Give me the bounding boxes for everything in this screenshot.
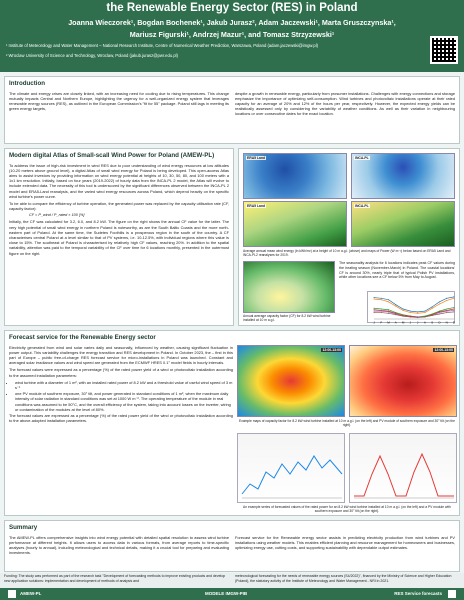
forecast-wind-series-graphic — [238, 434, 346, 504]
chart-x-tick-label: J — [409, 320, 412, 324]
chart-point — [381, 298, 382, 299]
funding-note — [0, 573, 464, 588]
forecast-bullet-wind: • wind turbine with a diameter of 1 m², with an installed rated power of 8.2 kW and a threshold value of useful wind speed of 3 m s⁻¹ — [15, 380, 233, 390]
forecast-wind-series — [237, 433, 345, 503]
chart-point — [454, 307, 455, 308]
seasonal-chart — [367, 291, 455, 323]
chart-x-tick-label: M — [387, 320, 390, 324]
chart-point — [424, 311, 425, 312]
qr-code-icon — [430, 36, 458, 64]
forecast-heading: Forecast service for the Renewable Energy sector — [9, 334, 156, 341]
summary-heading: Summary — [9, 524, 38, 531]
chart-point — [374, 309, 375, 310]
chart-point — [388, 311, 389, 312]
chart-point — [374, 308, 375, 309]
forecast-pv-series — [349, 433, 457, 503]
forecast-section — [4, 330, 460, 516]
chart-point — [439, 301, 440, 302]
poster-title: the Renewable Energy Sector (RES) in Poland — [106, 2, 358, 14]
qr-code-right-icon — [448, 590, 456, 598]
forecast-paragraph-3: The forecast values are expressed as a percentage (%) of the rated power yield of the wind or photovoltaic installation according to the above-adopted installation parameters. — [9, 412, 233, 424]
chart-x-tick-label: O — [438, 320, 441, 324]
authors-line-2: Mariusz Figurski¹, Andrzej Mazur¹, and Tomasz Strzyzewski¹ — [129, 30, 335, 39]
forecast-wind-map — [237, 345, 345, 417]
poster-footer — [0, 588, 464, 600]
inca-map-a — [351, 153, 455, 199]
chart-point — [454, 296, 455, 297]
chart-point — [388, 313, 389, 314]
cf-map — [243, 261, 335, 313]
chart-point — [395, 314, 396, 315]
footer-right-label: RES Service forecasts — [394, 591, 442, 596]
inca-label-b: INCA-PL — [355, 204, 369, 208]
cf-formula: CF = P_wind / P_rated × 100 [%] — [29, 213, 85, 218]
chart-x-tick-label: N — [445, 320, 448, 324]
atlas-heading: Modern digital Atlas of Small-scall Wind Power for Poland (AMEW-PL) — [9, 152, 215, 159]
forecast-time-1: 12:00-13:00 — [322, 347, 341, 352]
atlas-paragraph-2: To be able to compare the efficiency of turbine operation, the generated power was replaced by the capacity utilisation rate (CF, capacity factor): — [9, 200, 229, 212]
intro-paragraph-2: despite a growth in renewable energy, particularly from prosumer installations. Challenges with energy connections and storage emphasize the importance of optimizing self-consumption. Wind turbines and photovoltaic installations operate at their rated capacity for an average of 20% and 12% of the hours per year, respectively. However, the expected energy yields can be realistically assessed only by considering the variability of weather conditions. As well as their variation in neighbouring locations or over consecutive dates for the exact location. — [235, 90, 455, 117]
chart-point — [424, 316, 425, 317]
chart-point — [381, 312, 382, 313]
forecast-pv-map — [349, 345, 457, 417]
forecast-bullet-pv: • one PV module of southern exposure, 30° tilt, and power generated in standard conditions of 1 m², when the maximum daily intensity of solar radiation in standard conditions was set at 1000 W m⁻². The operating temperature of the module in real conditions was assumed to be 50°C, and the overall efficiency of the system, taking into account losses on the inverter, wiring or contamination of the modules at the level of 80%. — [15, 391, 233, 412]
chart-point — [381, 309, 382, 310]
chart-x-tick-label: J — [416, 320, 419, 324]
chart-point — [446, 311, 447, 312]
chart-point — [374, 311, 375, 312]
maps-panel — [238, 148, 460, 326]
forecast-caption-2: An example series of forecasted values of the rated power for an 8.2 kW wind turbine installed at 10 m a.g.l. (on the left) and a PV module with southern exposure and 30° tilt (on the right). — [243, 504, 451, 513]
footer-center-logo: MODELE IMGW-PIB — [205, 591, 248, 596]
chart-point — [446, 312, 447, 313]
chart-x-tick-label: F — [380, 320, 383, 324]
chart-point — [446, 298, 447, 299]
chart-point — [417, 311, 418, 312]
seasonal-text: The seasonality analysis for 6 locations indicates peak CF values during the heating season (November-March) in Poland. The coastal locations' CF is around 30%, nearly triple that of typical Polish PV installations, while other locations see a CF below 5% from May to August. — [339, 261, 455, 280]
chart-point — [446, 309, 447, 310]
chart-point — [403, 309, 404, 310]
chart-point — [381, 299, 382, 300]
chart-x-tick-label: A — [423, 320, 426, 324]
chart-point — [374, 299, 375, 300]
atlas-paragraph-3: Initially, the CF was calculated for 3.2, 6.0, and 8.2 kW. The figure on the right shows the annual CF value for the latter. The very high potential of small wind energy in northern Poland is noteworthy, as are the South Baltic Coasts and the more north-eastern part of Poland. At the same time, the Sudetes Foothills is a prosperous region in the south of the country. A CF characterises central Poland at a level similar to that of PV systems, i.e. 10-12.5%, with individual regions where this value is close to 15%. The southeast of Poland is characterised by relatively high CF values, reaching 20%. In addition to the spatial variability, attention was paid to the temporal variability of the CF over time for 6 locations monthly, presented in the outermost figure on the right. — [9, 219, 229, 256]
atlas-section — [4, 148, 234, 326]
chart-x-tick-label: S — [431, 320, 434, 324]
chart-point — [432, 315, 433, 316]
intro-section — [4, 76, 460, 144]
chart-point — [388, 299, 389, 300]
chart-point — [395, 304, 396, 305]
forecast-paragraph-2: The forecast values were expressed as a percentage (%) of the rated power yield of a wind or photovoltaic installation according to the assumed installation parameters: — [9, 367, 233, 378]
atlas-paragraph-1: To address the issue of high-risk investment in wind RES due to poor understanding of wind energy resources at low altitudes (10-20 meters above ground level), a digital Atlas of small wind energy for Poland is being developed. This open-access Atlas aims to assist investors by providing information on wind energy potential at heights of 10, 30, 50, 80, and 100 meters with a 1x1 km resolution. Initially, based on four years (2019-2022) of hourly data from the INCA-PL 2 model, the Atlas will evolve to include extended data. The necessity of this tool is underscored by the significant differences observed between the INCA-PL 2 model and ERA5-Land reanalysis, and the varied wind energy resources across Poland, which depend heavily on the specific wind turbine's power curve. — [9, 162, 229, 199]
maps-caption-1: Average annual mean wind energy (in kWh/m²) at a height of 10 m a.g.l. (above) and maps of Power (W m⁻²) below based on ERA5 Land and INCA-PL2 reanalyses for 2019. — [243, 249, 451, 258]
forecast-paragraph-1: Electricity generated from wind and solar varies daily and seasonally, influenced by weather, causing significant fluctuation in power output. This variability challenges the energy transition and RES development in Poland. In October 2023, the – first in this part of Europe – public free-of-charge RES forecast service for micro-installations in Poland was launched. Constant and averaged solar irradiance values and wind speed are generated from the ECMWF HRES 0.1° model fields in hourly intervals. — [9, 344, 233, 366]
chart-point — [388, 301, 389, 302]
forecast-caption-1: Example maps of capacity factor for 8.2 kW wind turbine installed at 10 m a.g.l. (on the left) and PV module of southern exposure and 30° tilt (on the right). — [239, 418, 455, 427]
chart-point — [403, 316, 404, 317]
funding-text-1: Funding: The study was performed as part of the research task "Development of forecasting methods to improve existing products and develop new application solutions: implementation and development of methods of analysis and — [4, 574, 226, 583]
chart-point — [395, 306, 396, 307]
chart-point — [454, 309, 455, 310]
affiliation-2: ² Wroclaw University of Science and Technology, Wroclaw, Poland (jakub.jurasz@pwr.edu.pl) — [6, 52, 178, 58]
authors-line-1: Joanna Wieczorek¹, Bogdan Bochenek¹, Jakub Jurasz², Adam Jaczewski¹, Marta Gruszczynska¹, — [68, 18, 396, 27]
chart-point — [454, 311, 455, 312]
chart-point — [410, 316, 411, 317]
chart-point — [410, 311, 411, 312]
forecast-time-2: 12:00-13:00 — [434, 347, 453, 352]
chart-point — [454, 310, 455, 311]
era5-label-a: ERA5 Land — [247, 156, 266, 160]
chart-x-tick-label: D — [452, 320, 456, 324]
chart-point — [424, 312, 425, 313]
chart-x-tick-label: M — [401, 320, 405, 324]
chart-point — [388, 309, 389, 310]
summary-paragraph-1: The AMEW-PL offers comprehensive insights into wind energy potential with detailed spatial resolution to assess wind turbine performance at different heights. It allows users to access data in various formats, from average reports to time-specific analyses (hourly to annual), including meteorological and technical details, making it a crucial tool for preparing and evaluating investments. — [9, 534, 229, 556]
chart-point — [417, 313, 418, 314]
qr-code-left-icon — [8, 590, 16, 598]
chart-point — [439, 312, 440, 313]
chart-point — [432, 306, 433, 307]
seasonal-line-chart — [368, 292, 456, 324]
chart-point — [439, 314, 440, 315]
affiliation-1: ¹ Institute of Meteorology and Water Management – National Research Institute, Centre of Numerical Weather Prediction, Warszawa, Poland (adam.jaczewski@imgw.pl) — [6, 43, 319, 48]
chart-point — [432, 308, 433, 309]
intro-heading: Introduction — [9, 80, 46, 87]
funding-text-2: meteorological forecasting for the needs of renewable energy sources (S4/2022)", financed by the Ministry of Science and Higher Education (Poland), the statutory activity of the Institute of Meteorology and Water Management - NRI in 2021. — [235, 574, 452, 583]
chart-point — [417, 317, 418, 318]
inca-label-a: INCA-PL — [355, 156, 369, 160]
era5-map-a — [243, 153, 347, 199]
chart-point — [381, 311, 382, 312]
chart-point — [454, 298, 455, 299]
summary-section — [4, 520, 460, 572]
intro-paragraph-1: The climate and energy crises are closely linked, with an increasing need for cooling due to rising temperatures. This change mutually impacts Central and Northern Europe, highlighting the urgency for a well-organized energy system that leverages renewable energy sources (RES), as outlined in the European Commission's "fit for 55" package. Poland still lags in meeting its green energy targets, — [9, 90, 229, 112]
chart-point — [410, 312, 411, 313]
chart-x-tick-label: A — [394, 320, 397, 324]
chart-x-tick-label: J — [373, 320, 375, 324]
footer-left-label: AMEW-PL — [20, 591, 42, 596]
summary-paragraph-2: Forecast service for the Renewable energy sector assists in predicting electricity production from wind turbines and PV installations using weather models. This enables efficient planning and resource management for homeowners and businesses, optimizing energy use, cutting costs, and supporting sustainability with dependable output estimates. — [235, 534, 455, 550]
chart-point — [403, 310, 404, 311]
inca-map-b — [351, 201, 455, 247]
maps-caption-2: Annual average capacity factor (CF) for 8.2 kW wind turbine installed at 10 m a.g.l. — [243, 314, 331, 323]
forecast-pv-series-graphic — [350, 434, 458, 504]
era5-label-b: ERA5 Land — [247, 204, 266, 208]
chart-point — [446, 300, 447, 301]
era5-map-b — [243, 201, 347, 247]
chart-point — [439, 304, 440, 305]
poster-header — [0, 0, 464, 72]
chart-point — [374, 297, 375, 298]
chart-point — [374, 312, 375, 313]
